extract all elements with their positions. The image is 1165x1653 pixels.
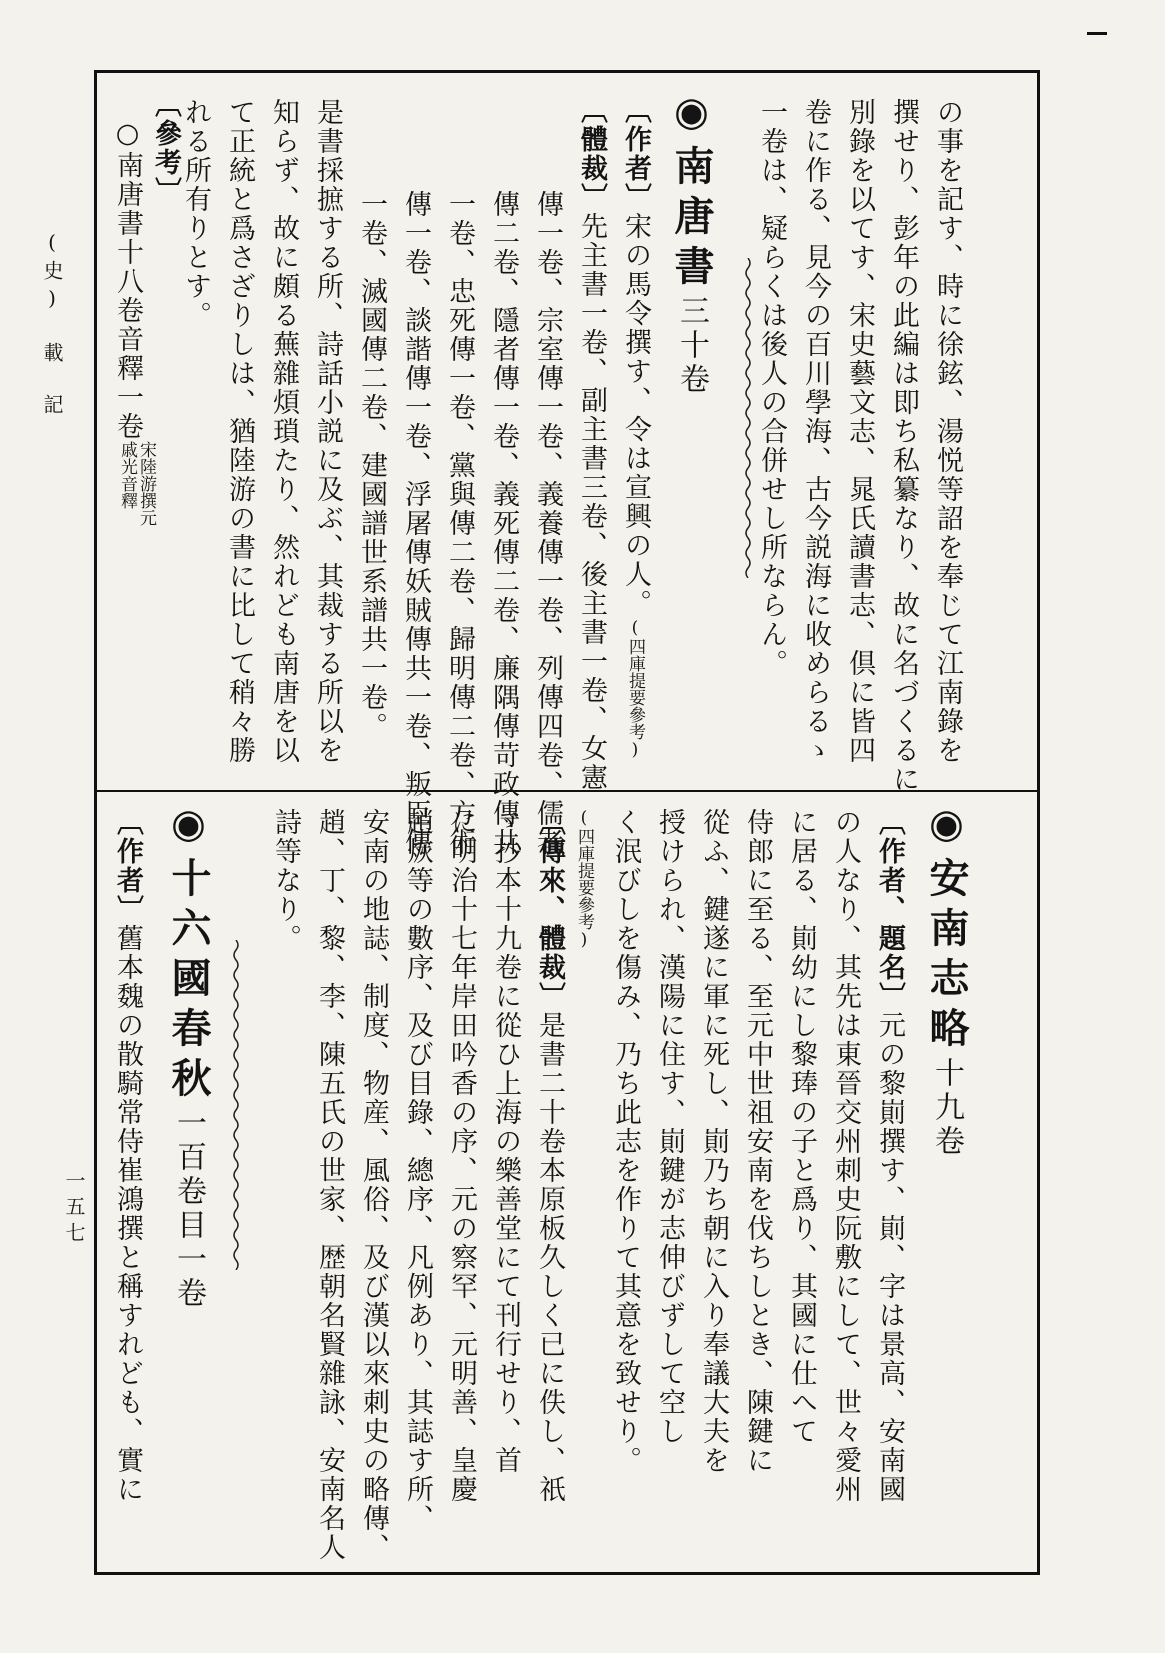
left-margin-label: (史) 載 記 (40, 230, 64, 420)
nantang-style-line-7: 是書採摭する所、詩話小説に及ぶ、其裁する所以を (312, 98, 343, 765)
nantang-author-text: 宋の馬令撰す、令は宣興の人。 (620, 212, 651, 618)
shiliuguo-title (160, 800, 217, 1311)
style-tag: 〔傳來、體裁〕 (534, 808, 565, 1011)
nantang-style-line-9: て正統と爲さざりしは、猶陸游の書に比して稍々勝 (224, 98, 255, 765)
annan-author-line-4: 侍郎に至る、至元中世祖安南を伐ちしとき、陳鍵に (742, 808, 773, 1475)
nantang-ref-note: 宋陸游撰元戚光音釋 (117, 441, 156, 526)
title-marker-icon: ◉ (923, 800, 970, 857)
annan-style-line-6: 趙、丁、黎、李、陳五氏の世家、歴朝名賢雜詠、安南名人 (314, 808, 345, 1562)
nantang-title-text: 南唐書 (668, 145, 715, 295)
shiliuguo-author (108, 808, 147, 1504)
annan-title (918, 800, 975, 1159)
annan-style-line-2: ゞ抄本十九卷に從ひ上海の樂善堂にて刊行せり、首 (490, 808, 521, 1475)
shiliuguo-title-text: 十六國春秋 (165, 857, 212, 1107)
author-tag: 〔作者、題名〕 (874, 808, 905, 1011)
title-marker-icon: ◉ (668, 88, 715, 145)
annan-style-line-4: 趙烣等の數序、及び目錄、總序、凡例あり、其誌す所、 (402, 808, 433, 1533)
nantang-ref-text: ○南唐書十八卷音釋一卷 (112, 118, 143, 441)
page-number: 一五七 (62, 1170, 86, 1248)
continuation-line-3: 別錄を以てす、宋史藝文志、晁氏讀書志、倶に皆四 (844, 98, 875, 765)
section-separator-squiggle (744, 258, 752, 578)
nantang-title (663, 88, 720, 397)
continuation-line-1: の事を記す、時に徐鉉、湯悦等詔を奉じて江南錄を (932, 98, 963, 765)
title-marker-icon: ◉ (165, 800, 212, 857)
nantang-ref-tag: 〔參考〕 (150, 90, 181, 206)
annan-title-text: 安南志略 (923, 857, 970, 1057)
nantang-style-line-3: 傳二卷、隱者傳一卷、義死傳二卷、廉隅傳苛政傳共 (488, 190, 519, 857)
nantang-style-text-1: 先主書一卷、副主書三卷、後主書一卷、女憲 (576, 212, 607, 792)
annan-style-line-1 (530, 808, 569, 1504)
continuation-line-4: 卷に作る、見今の百川學海、古今説海に收めらるゝ (800, 98, 831, 765)
nantang-style-line-8: 知らず、故に頗る蕪雜煩瑣たり、然れども南唐を以 (268, 98, 299, 765)
annan-author-line-3: に居る、崱幼にし黎琫の子と爲り、其國に仕へて (786, 808, 817, 1446)
style-tag: 〔體裁〕 (576, 96, 607, 212)
continuation-line-5: 一卷は、疑らくは後人の合併せし所ならん。 (756, 98, 787, 678)
shiliuguo-author-text: 舊本魏の散騎常侍崔鴻撰と稱すれども、實に (112, 924, 143, 1504)
annan-author-line-7: く泯びしを傷み、乃ち此志を作りて其意を致せり。 (610, 808, 641, 1475)
annan-volumes: 十九卷 (929, 1057, 964, 1159)
author-tag: 〔作者〕 (620, 96, 651, 212)
annan-author-line-2: の人なり、其先は東晉交州刺史阮敷にして、世々愛州 (830, 808, 861, 1504)
nantang-style-line-10: れる所有りとす。 (180, 98, 211, 330)
corner-dash (1087, 32, 1107, 35)
continuation-line-2: 撰せり、彭年の此編は即ち私纂なり、故に名づくるに (888, 98, 919, 794)
nantang-style-line-4: 一卷、忠死傳一卷、黨與傳二卷、歸明傳二卷、方術 (444, 190, 475, 857)
annan-author-line-6: 授けられ、漢陽に住す、崱鍵が志伸びずして空し (654, 808, 685, 1446)
section-separator-squiggle (232, 940, 240, 1270)
annan-style-line-3: に明治十七年岸田吟香の序、元の察罕、元明善、皇慶 (446, 808, 477, 1504)
annan-author-note: (四庫提要參考) (574, 808, 594, 950)
nantang-ref (108, 118, 155, 531)
nantang-style-line-6: 一卷、滅國傳二卷、建國譜世系譜共一卷。 (356, 190, 387, 741)
annan-style-line-7: 詩等なり。 (270, 808, 301, 953)
annan-style-text-1: 是書二十卷本原板久しく已に佚し、祇 (534, 1011, 565, 1504)
annan-author-text-1: 元の黎崱撰す、崱、字は景高、安南國 (874, 1011, 905, 1504)
author-tag: 〔作者〕 (112, 808, 143, 924)
annan-style-line-5: 安南の地誌、制度、物産、風俗、及び漢以來刺史の略傳、 (358, 808, 389, 1562)
nantang-style-line-2: 傳一卷、宗室傳一卷、義養傳一卷、列傳四卷、儒者 (532, 190, 563, 857)
annan-author-line-1 (870, 808, 909, 1504)
nantang-volumes: 三十卷 (674, 295, 709, 397)
shiliuguo-volumes: 一百卷目一卷 (171, 1107, 206, 1311)
nantang-style-line-1 (572, 96, 611, 792)
nantang-style-line-5: 傳一卷、談諧傳一卷、浮屠傳妖賊傳共一卷、叛臣傳 (400, 190, 431, 857)
annan-author-line-5: 從ふ、鍵遂に軍に死し、崱乃ち朝に入り奉議大夫を (698, 808, 729, 1475)
nantang-author-note: (四庫提要參考) (625, 618, 645, 760)
nantang-author (616, 96, 655, 760)
